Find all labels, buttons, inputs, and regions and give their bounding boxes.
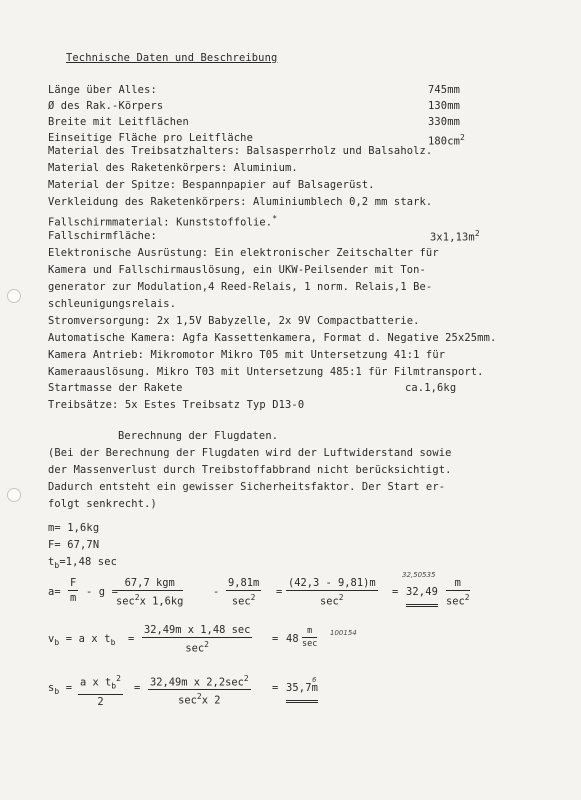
eq-s-lhs: $s_b$ = [48,682,73,697]
eq-v-unit: m sec [302,626,318,649]
drive-line: Kameraauslösung. Mikro T03 mit Untersetzung 485:1 für Filmtransport. [48,366,484,378]
text-line: Fallschirmmaterial: Kunststoffolie.* [48,214,278,229]
electronics-line: Elektronische Ausrüstung: Ein elektronischer Zeitschalter für [48,247,439,259]
section-title: Berechnung der Flugdaten. [118,430,279,442]
electronics-line: generator zur Modulation,4 Reed-Relais, 1 norm. Relais,1 Be- [48,281,433,293]
text-line: Material des Raketenkörpers: Aluminium. [48,162,298,174]
paragraph-line: (Bei der Berechnung der Flugdaten wird der Luftwiderstand sowie [48,447,452,459]
parachute-area: $3x1,13m^2$ [430,229,480,244]
spec-label: Länge über Alles: [48,84,157,96]
electronics-line: Kamera und Fallschirmauslösung, ein UKW-Peilsender mit Ton- [48,264,426,276]
eq-s-fraction-1: $\frac{a x t_b^2}{2}$ [80,674,121,708]
equals-sign: = [392,586,399,598]
document-title: Technische Daten und Beschreibung [66,52,278,64]
fraction-term-2: 9,81m $\sec^2$ [228,577,260,608]
fraction-term-1: 67,7 kgm $\sec^2x$ 1,6kg [116,577,184,608]
spec-value: 130mm [428,100,461,112]
minus-g: - g = [86,586,119,598]
punch-hole [7,289,21,303]
fraction-term-3: (42,3 - 9,81)m $\sec^2$ [288,577,376,608]
handwritten-note: 6 [312,676,317,684]
punch-hole [7,488,21,502]
paragraph-line: folgt senkrecht.) [48,498,157,510]
spec-label: Breite mit Leitflächen [48,116,189,128]
fraction-f-over-m: $\frac{F}{m}$ [70,577,77,604]
eq-s-result: 35,7m [286,682,318,703]
paragraph-line: der Massenverlust durch Treibstoffabbrand nicht berücksichtigt. [48,464,452,476]
text-line: Material des Treibsatzhalters: Balsasperrholz und Balsaholz. [48,145,433,157]
camera-line: Automatische Kamera: Agfa Kassettenkamera, Format d. Negative 25x25mm. [48,332,497,344]
eq-v-result: 48 [286,633,299,645]
electronics-line: schleunigungsrelais. [48,298,177,310]
text-line: Fallschirmfläche: [48,230,157,242]
power-line: Stromversorgung: 2x 1,5V Babyzelle, 2x 9V Compactbatterie. [48,315,420,327]
eq-a-lhs: a= [48,586,61,598]
equals-sign: = [128,633,135,645]
spec-label: Ø des Rak.-Körpers [48,100,164,112]
start-mass-value: ca.1,6kg [405,382,457,394]
paragraph-line: Dadurch entsteht ein gewisser Sicherheitsfaktor. Der Start er- [48,481,446,493]
spec-value: 330mm [428,116,461,128]
drive-line: Kamera Antrieb: Mikromotor Mikro T05 mit Untersetzung 41:1 für [48,349,446,361]
spec-value: 745mm [428,84,461,96]
given-mass: m= 1,6kg [48,522,100,534]
eq-v-lhs: $v_b = a$ x $t_b$ [48,633,116,648]
equals-sign: = [134,682,141,694]
spec-value: $180cm^2$ [428,133,465,148]
given-time: $t_b=1,48$ sec [48,556,118,571]
minus-sign: - [213,586,220,598]
start-mass-label: Startmasse der Rakete [48,382,183,394]
handwritten-note: 100154 [330,629,357,637]
equals-sign: = [272,633,279,645]
given-force: F= 67,7N [48,539,100,551]
text-line: Verkleidung des Raketenkörpers: Aluminiumblech 0,2 mm stark. [48,196,433,208]
star-mark: * [272,214,278,223]
eq-s-fraction-2: 32,49m x $2,2\sec^2$ $\sec^2x$ 2 [150,674,249,707]
eq-v-fraction: 32,49m x 1,48 sec $\sec^2$ [144,624,251,655]
equals-sign: = [276,586,283,598]
spec-label: Einseitige Fläche pro Leitfläche [48,132,253,144]
text-line: Material der Spitze: Bespannpapier auf Balsagerüst. [48,179,375,191]
handwritten-note: 32,50535 [402,571,436,579]
equals-sign: = [272,682,279,694]
propellant-line: Treibsätze: 5x Estes Treibsatz Typ D13-0 [48,399,305,411]
eq-a-result: 32,49 [406,586,438,607]
eq-a-unit: m $\sec^2$ [446,577,470,608]
